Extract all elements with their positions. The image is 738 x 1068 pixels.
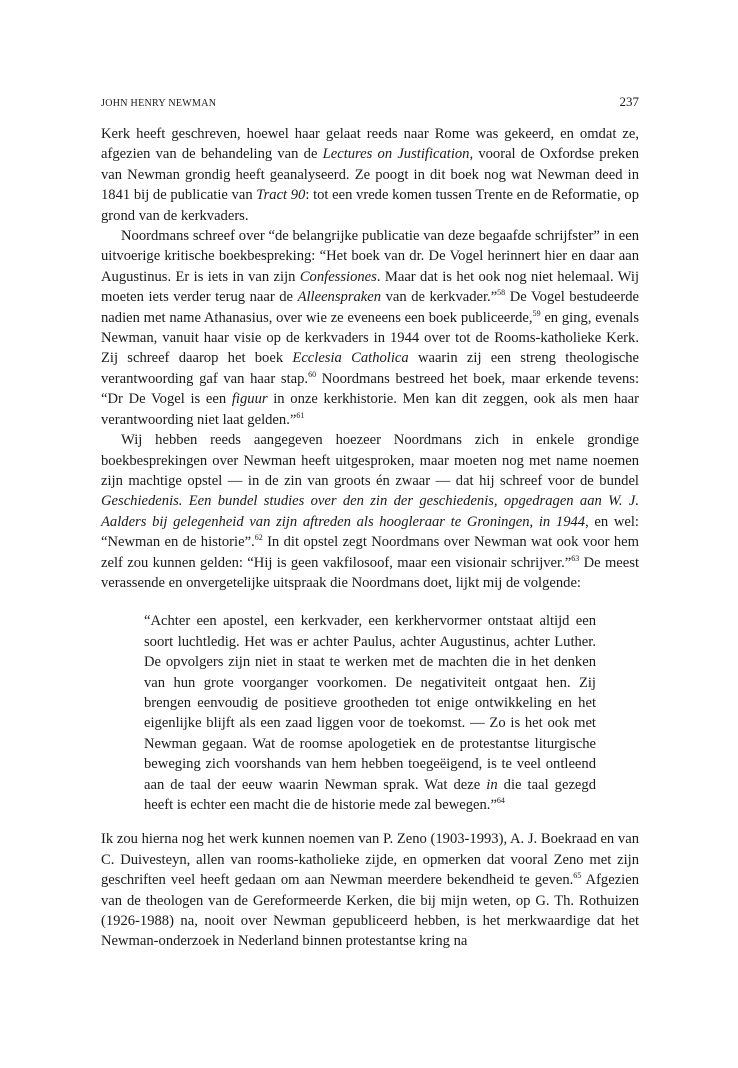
footnote-ref: 64 <box>496 796 505 805</box>
text-run: die taal gezegd heeft is echter een macht die de historie mede zal bewegen.” <box>144 776 596 813</box>
paragraph <box>101 430 639 593</box>
block-quote <box>144 611 596 815</box>
paragraph <box>101 226 639 430</box>
italic-text: figuur <box>231 391 268 408</box>
text-run: De meest verassende en onvergetelijke uitspraak die Noordmans doet, lijkt mij de volgende: <box>101 554 639 591</box>
text-run: , en wel: “Newman en de historie”. <box>101 513 639 551</box>
text-run: De Vogel bestudeerde nadien met name Athanasius, over wie ze eveneens een boek publiceerde, <box>101 289 640 326</box>
footnote-ref: 58 <box>497 288 506 298</box>
footnote-ref: 65 <box>573 871 582 881</box>
text-run: en ging, evenals Newman, vanuit haar visie op de kerkvaders in 1944 over tot de Rooms-katholieke Kerk. Zij schreef daarop het boek <box>101 309 639 367</box>
text-run: Ik zou hierna nog het werk kunnen noemen van P. Zeno (1903-1993), A. J. Boekraad en van C. Duivesteyn, allen van rooms-katholieke zijde, en opmerken dat vooral Zeno met zijn geschriften veel heeft gedaan om aan Newman meerdere bekendheid te geven. <box>101 831 639 889</box>
page-header <box>101 92 639 112</box>
text-run: Afgezien van de theologen van de Gereformeerde Kerken, die bij mijn weten, op G. Th. Rothuizen (1926-1988) na, nooit over Newman gepubliceerd hebben, is het merkwaardige dat het Newman-onderzoek in Nederland binnen protestantse kring na <box>101 872 640 950</box>
text-run: in onze kerkhistorie. Men kan dit zeggen, ook als men haar verantwoording niet laat gelden.” <box>101 391 639 428</box>
footnote-ref: 62 <box>254 533 263 543</box>
text-run: van de kerkvader.” <box>381 289 498 306</box>
text-run: “Achter een apostel, een kerkvader, een kerkhervormer ontstaat altijd een soort luchtledig. Het was er achter Paulus, achter Augustinus, achter Luther. De opvolgers zijn niet in staat te werken met de machten die in het denken van hun grote voorganger voorkomen. De negativiteit ontgaat hen. Zij brengen eenvoudig de positieve grootheden tot enige ontwikkeling en het eigenlijke blijft als een zaad liggen voor de toekomst. — Zo is het ook met Newman gegaan. Wat de roomse apologetiek en de protestantse liturgische beweging zich voorshands van hem hebben toegeëigend, is te veel ontleend aan de taal der eeuw waarin Newman sprak. Wat deze <box>144 613 596 793</box>
text-run: Noordmans schreef over “de belangrijke publicatie van deze begaafde schrijfster” in een uitvoerige kritische boekbespreking: “Het boek van dr. De Vogel herinnert hier en daar aan Augustinus. Er is iets in van zijn <box>101 228 639 285</box>
paragraph <box>101 124 639 226</box>
italic-text: Ecclesia Catholica <box>292 350 409 367</box>
text-run: . Maar dat is het ook nog niet helemaal. Wij moeten iets verder terug naar de <box>101 268 640 306</box>
paragraph <box>101 829 639 951</box>
page-number: 237 <box>619 94 639 109</box>
book-page <box>101 92 639 952</box>
italic-text: in <box>486 776 498 793</box>
text-run: : tot een vrede komen tussen Trente en de Reformatie, op grond van de kerkvaders. <box>101 187 640 224</box>
italic-text: Lectures on Justification <box>322 146 470 163</box>
footnote-ref: 63 <box>571 553 580 563</box>
italic-text: Geschiedenis. Een bundel studies over den zin der geschiedenis, opgedragen aan W. J. Aalders bij gelegenheid van zijn aftreden als hoogleraar te Groningen, in 1944 <box>101 493 639 530</box>
text-run: Wij hebben reeds aangegeven hoezeer Noordmans zich in enkele grondige boekbesprekingen over Newman heeft uitgesproken, maar moeten nog met name noemen zijn machtige opstel — in de zin van groots én zwaar — dat hij schreef voor de bundel <box>101 432 639 489</box>
text-run: waarin zij een streng theologische verantwoording gaf van haar stap. <box>101 350 639 387</box>
italic-text: Confessiones <box>299 268 377 285</box>
footnote-ref: 60 <box>308 369 317 379</box>
text-run: In dit opstel zegt Noordmans over Newman wat ook voor hem zelf zou kunnen gelden: “Hij is geen vakfilosoof, maar een visionair schrijver.” <box>101 534 639 571</box>
italic-text: Tract 90 <box>256 187 306 204</box>
text-run: Noordmans bestreed het boek, maar erkende tevens: “Dr De Vogel is een <box>101 370 639 408</box>
text-run: Kerk heeft geschreven, hoewel haar gelaat reeds naar Rome was gekeerd, en omdat ze, afgezien van de behandeling van de <box>101 126 639 163</box>
running-head: JOHN HENRY NEWMAN <box>101 98 217 109</box>
italic-text: Alleenspraken <box>297 289 382 306</box>
footnote-ref: 59 <box>532 308 541 318</box>
footnote-ref: 61 <box>296 410 305 420</box>
text-run: , vooral de Oxfordse preken van Newman grondig heeft geanalyseerd. Ze poogt in dit boek nog wat Newman deed in 1841 bij de publicatie van <box>101 146 639 204</box>
